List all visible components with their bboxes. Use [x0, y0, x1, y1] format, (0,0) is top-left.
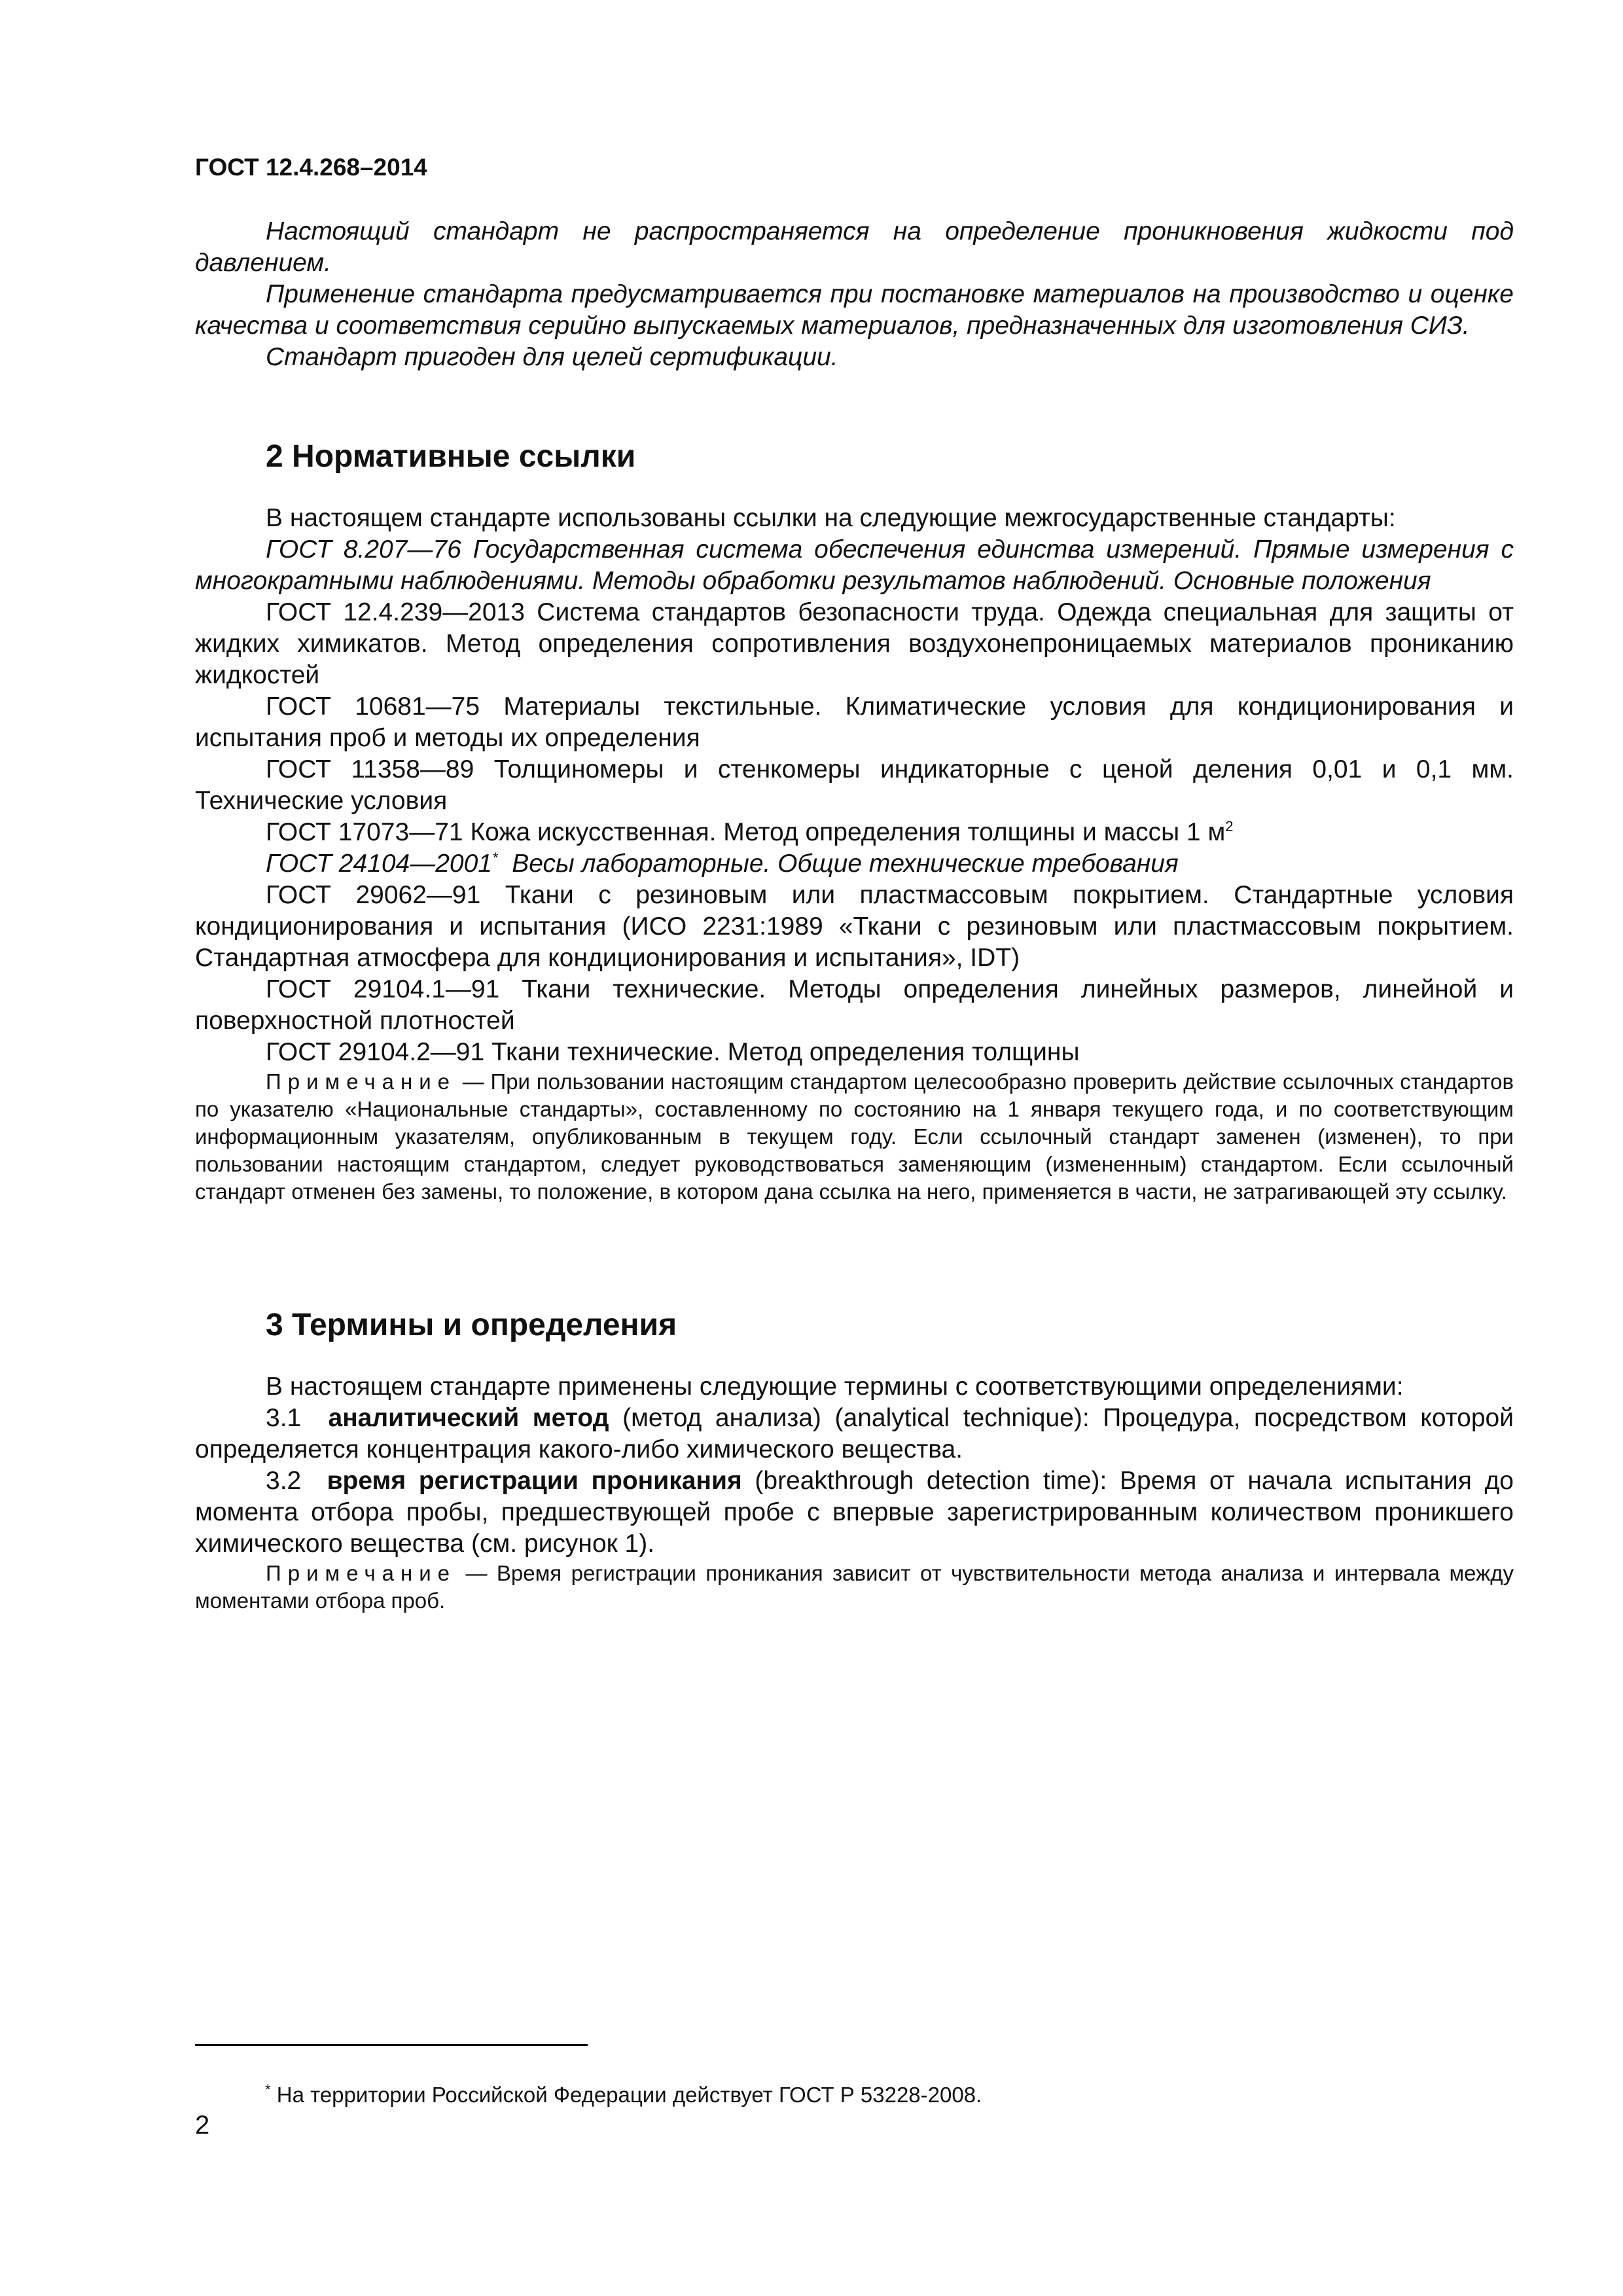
section-2-intro: В настоящем стандарте использованы ссылки на следующие межгосударственные стандарты: [266, 504, 1396, 532]
section-3-title: 3 Термины и определения [266, 1308, 677, 1342]
term-3-2-number: 3.2 [266, 1467, 302, 1495]
page-number: 2 [195, 2111, 210, 2140]
term-3-2-term: время регистрации проникания [327, 1467, 742, 1495]
note-text: — При пользовании настоящим стандартом целесообразно проверить действие ссылочных стандартов по указателю «Национальные стандарты», составленному по состоянию на 1 января текущего года, и по соответствующим информационным указателям, опубликованным в текущем году. Если ссылочный стандарт заменен (изменен), то при пользовании настоящим стандартом, следует руководствоваться заменяющим (измененным) стандартом. Если ссылочный стандарт отменен без замены, то положение, в котором дана ссылка на него, применяется в части, не затрагивающей эту ссылку. [195, 1069, 1514, 1204]
reference-4: ГОСТ 11358—89 Толщиномеры и стенкомеры индикаторные с ценой деления 0,01 и 0,1 мм. Технические условия [195, 755, 1514, 815]
superscript-2: 2 [1225, 818, 1234, 834]
footnote-divider [195, 2044, 588, 2046]
section-2 [195, 437, 1514, 1206]
term-3-1-term: аналитический метод [328, 1404, 609, 1432]
term-3-2 [195, 1465, 1514, 1560]
reference-7: ГОСТ 29062—91 Ткани с резиновым или пластмассовым покрытием. Стандартные условия кондиционирования и испытания (ИСО 2231:1989 «Ткани с резиновым или пластмассовым покрытием. Стандартная атмосфера для кондиционирования и испытания», IDT) [195, 881, 1514, 972]
scope-paragraph-2: Применение стандарта предусматривается при постановке материалов на производство и оценке качества и соответствия серийно выпускаемых материалов, предназначенных для изготовления СИЗ. [195, 280, 1514, 340]
note-label: Примечание [266, 1561, 457, 1585]
footnote [265, 2081, 982, 2109]
note-label: Примечание [266, 1069, 457, 1094]
reference-2: ГОСТ 12.4.239—2013 Система стандартов безопасности труда. Одежда специальная для защиты от жидких химикатов. Метод определения сопротивления воздухонепроницаемых материалов прониканию жидкостей [195, 598, 1514, 689]
reference-5-text: ГОСТ 17073—71 Кожа искусственная. Метод определения толщины и массы 1 м [266, 818, 1226, 846]
footnote-mark: * [265, 2081, 271, 2098]
section-2-title: 2 Нормативные ссылки [266, 439, 636, 474]
footnote-text: На территории Российской Федерации действует ГОСТ Р 53228-2008. [276, 2083, 982, 2107]
section-3-note [195, 1560, 1514, 1615]
term-3-2-definition: (breakthrough detection time): Время от начала испытания до момента отбора пробы, предшествующей пробе с впервые зарегистрированным количеством проникшего химического вещества (см. рисунок 1). [195, 1467, 1514, 1558]
term-3-1-number: 3.1 [266, 1404, 302, 1432]
scope-block [195, 216, 1514, 373]
reference-3: ГОСТ 10681—75 Материалы текстильные. Климатические условия для кондиционирования и испытания проб и методы их определения [195, 692, 1514, 752]
scope-paragraph-1: Настоящий стандарт не распространяется на определение проникновения жидкости под давлением. [195, 217, 1514, 277]
reference-5 [195, 817, 1514, 848]
reference-8: ГОСТ 29104.1—91 Ткани технические. Методы определения линейных размеров, линейной и поверхностной плотностей [195, 975, 1514, 1035]
term-3-1 [195, 1403, 1514, 1465]
footnote-marker: * [492, 850, 498, 866]
document-header: ГОСТ 12.4.268–2014 [195, 154, 427, 181]
section-3 [195, 1306, 1514, 1615]
note-text: — Время регистрации проникания зависит от чувствительности метода анализа и интервала между моментами отбора проб. [195, 1561, 1514, 1613]
reference-9: ГОСТ 29104.2—91 Ткани технические. Метод определения толщины [266, 1038, 1080, 1066]
scope-paragraph-3: Стандарт пригоден для целей сертификации. [266, 343, 838, 371]
reference-6 [195, 848, 1514, 880]
reference-6-code: ГОСТ 24104—2001 [266, 850, 492, 878]
term-3-1-definition: (метод анализа) (analytical technique): Процедура, посредством которой определяется концентрация какого-либо химического вещества. [195, 1404, 1514, 1463]
reference-1: ГОСТ 8.207—76 Государственная система обеспечения единства измерений. Прямые измерения с многократными наблюдениями. Методы обработки результатов наблюдений. Основные положения [195, 535, 1514, 595]
reference-6-title: Весы лабораторные. Общие технические требования [512, 850, 1179, 878]
section-3-intro: В настоящем стандарте применены следующие термины с соответствующими определениями: [266, 1372, 1404, 1401]
section-2-note [195, 1068, 1514, 1206]
